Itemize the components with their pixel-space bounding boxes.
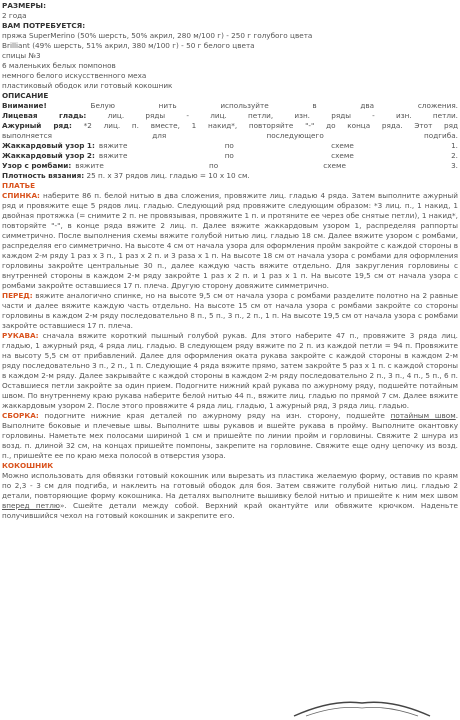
- diagram-curve-inner: [306, 707, 418, 716]
- attention-note: [2, 101, 458, 111]
- openwork-text: *2 лиц. п. вместе, 1 накид*, повторяйте "-" до конца ряда. Этот ряд: [71, 121, 458, 130]
- back-section: [2, 191, 458, 291]
- rhombus-def: [2, 161, 458, 171]
- sleeves-section: [2, 331, 458, 411]
- openwork-label: Ажурный ряд:: [2, 121, 72, 130]
- description-heading: ОПИСАНИЕ: [2, 91, 49, 100]
- kokoshnik-heading: КОКОШНИК: [2, 461, 54, 470]
- materials-item: 6 маленьких белых помпонов: [2, 61, 116, 70]
- front-label: ПЕРЕД:: [2, 291, 33, 300]
- kokoshnik-section: [2, 471, 458, 521]
- jacquard1-label: Жаккардовый узор 1:: [2, 141, 95, 150]
- sleeves-text: сначала вяжите короткий пышный голубой рукав. Для этого наберите 47 п., провяжите 3 ряда лиц. гладью, 1 ажурный ряд, 4 ряда лиц. гладью. В следующем ряду вяжите по 2 п. из каждой петли = 94 п. Провяжите на высоту 5,5 см от прибавлений. Далее для оформления оката рукава закройте с каждой стороны в каждом 2-м ряду последовательно 3 п., 2 п., 1 п. Следующие 4 ряда вяжите прямо, затем закройте 5 раз х 1 п. с каждой стороны в каждом 2-м ряду. Далее закрывайте с каждой стороны в каждом 2-м ряду последовательно 2 п., 3 п., 4 п., 5 п., 6 п. Оставшиеся петли закройте за один прием. Подогните нижний край рукава по ажурному ряду, подшейте потайным швом. По внутреннему краю рукава наберите белой нитью 44 п., вяжите лиц. гладью по прямой 7 см. Далее вяжите жаккардовым узором 2. После этого провяжите 4 ряда лиц. гладью, 1 ажурный ряд, 3 ряда лиц. гладью.: [2, 331, 458, 410]
- forward-loop-link[interactable]: вперед петлю: [2, 501, 60, 510]
- materials-item: Brilliant (49% шерсть, 51% акрил, 380 м/100 г) - 50 г белого цвета: [2, 41, 255, 50]
- assembly-section: [2, 411, 458, 461]
- gauge-text: 25 п. х 37 рядов лиц. гладью = 10 х 10 см.: [84, 171, 250, 180]
- sizes-value: 2 года: [2, 11, 27, 20]
- assembly-text: подогните нижние края деталей по ажурному ряду на изн. сторону, подшейте: [38, 411, 391, 420]
- sleeves-label: РУКАВА:: [2, 331, 39, 340]
- blind-stitch-link[interactable]: потайным швом: [390, 411, 456, 420]
- jacquard2-label: Жаккардовый узор 2:: [2, 151, 95, 160]
- kokoshnik-text-cont: ». Сшейте детали между собой. Верхний край окантуйте или обвяжите крючком. Наденьте получившийся чехол на готовый кокошник и закрепите его.: [2, 501, 459, 520]
- gauge-label: Плотность вязания:: [2, 171, 85, 180]
- openwork-def-cont: выполняется для последующего подгиба.: [2, 131, 458, 140]
- gauge-def: [2, 171, 458, 181]
- materials-item: спицы №3: [2, 51, 41, 60]
- sizes-heading: РАЗМЕРЫ:: [2, 1, 46, 10]
- front-text: вяжите аналогично спинке, но на высоте 9,5 см от начала узора с ромбами разделите полотно на 2 равные части и далее вяжите каждую часть отдельно. На высоте 15 см от начала узора с ромбами закройте со стороны горловины в каждом 2-м ряду последовательно 8 п., 5 п., 3 п., 2 п., 1 п. На высоте 19,5 см от начала узора с ромбами закройте оставшиеся 17 п. плеча.: [2, 291, 458, 330]
- materials-item: пластиковый ободок или готовый кокошник: [2, 81, 173, 90]
- openwork-def: [2, 121, 458, 131]
- jacquard1-def: [2, 141, 458, 151]
- rhombus-label: Узор с ромбами:: [2, 161, 72, 170]
- diagram-curve: [294, 702, 430, 716]
- jacquard2-def: [2, 151, 458, 161]
- attention-text: Белую нить используйте в два сложения.: [46, 101, 458, 110]
- back-label: СПИНКА:: [2, 191, 40, 200]
- dress-heading: ПЛАТЬЕ: [2, 181, 36, 190]
- assembly-text-cont: . Выполните боковые и плечевые швы. Выполните швы рукавов и вшейте рукава в пройму. Выполните окантовку горловины. Наметьте мех полосами шириной 1 см и пришейте по линии пройм и горловины. Свяжите 2 шнура из возд. п. длиной 32 см, на концах пришейте помпоны, закрепите на горловине. Свяжите еще одну цепочку из возд. п., пришейте ее по краю меха полосой в отверстия узора.: [2, 411, 458, 460]
- materials-item: немного белого искусственного меха: [2, 71, 147, 80]
- materials-item: пряжа SuperMerino (50% шерсть, 50% акрил, 280 м/100 г) - 250 г голубого цвета: [2, 31, 313, 40]
- stockinette-def: [2, 111, 458, 121]
- jacquard2-text: вяжите по схеме 2.: [98, 151, 458, 160]
- attention-label: Внимание!: [2, 101, 47, 110]
- rhombus-text: вяжите по схеме 3.: [75, 161, 458, 170]
- back-text: наберите 86 п. белой нитью в два сложения, провяжите лиц. гладью 4 ряда. Затем выполните ажурный ряд и провяжите еще 5 рядов лиц. гладью. Следующий ряд провяжите следующим образом: *3 лиц. п., 1 накид, 1 двойная протяжка (= снимите 2 п. не провязывая, провяжите 1 п. и протяните ее через обе снятые петли), 1 накид*, повторяйте "-", в конце ряда вяжите 2 лиц. п. Далее вяжите жаккардовым узором 1, распределяя раппорты симметрично. После выполнения схемы вяжите голубой нитью лиц. гладью 18 см. Далее вяжите узором с ромбами, распределяя его симметрично. На высоте 4 см от начала узора для оформления пройм закройте с каждой стороны в каждом 2-м ряду 1 раз х 3 п., 1 раз х 2 п. и 3 раза х 1 п. На высоте 18 см от начала узора с ромбами для оформления горловины закройте центральные 30 п., далее каждую часть вяжите отдельно. Для закругления горловины с внутренней стороны в каждом 2-м ряду закройте 1 раз х 2 п. и 1 раз х 1 п. На высоте 19,5 см от начала узора с ромбами закройте оставшиеся 17 п. плеча. Другую сторону довяжите симметрично.: [2, 191, 458, 290]
- assembly-label: СБОРКА:: [2, 411, 39, 420]
- front-section: [2, 291, 458, 331]
- stockinette-text: лиц. ряды - лиц. петли, изн. ряды - изн. петли.: [86, 111, 458, 120]
- jacquard1-text: вяжите по схеме 1.: [98, 141, 458, 150]
- kokoshnik-text: Можно использовать для обвязки готовый кокошник или вырезать из пластика желаемую форму, оставив по краям по 2,3 - 3 см для подгиба, и наклеить на готовый ободок для боя. Затем свяжите голубой нитью лиц. гладью 2 детали, повторяющие форму кокошника. На деталях выполните вышивку белой нитью и пришейте к ним мех швом: [2, 471, 458, 500]
- stockinette-label: Лицевая гладь:: [2, 111, 87, 120]
- pattern-page: [2, 1, 458, 521]
- materials-heading: ВАМ ПОТРЕБУЕТСЯ:: [2, 21, 86, 30]
- kokoshnik-diagram: [292, 697, 432, 717]
